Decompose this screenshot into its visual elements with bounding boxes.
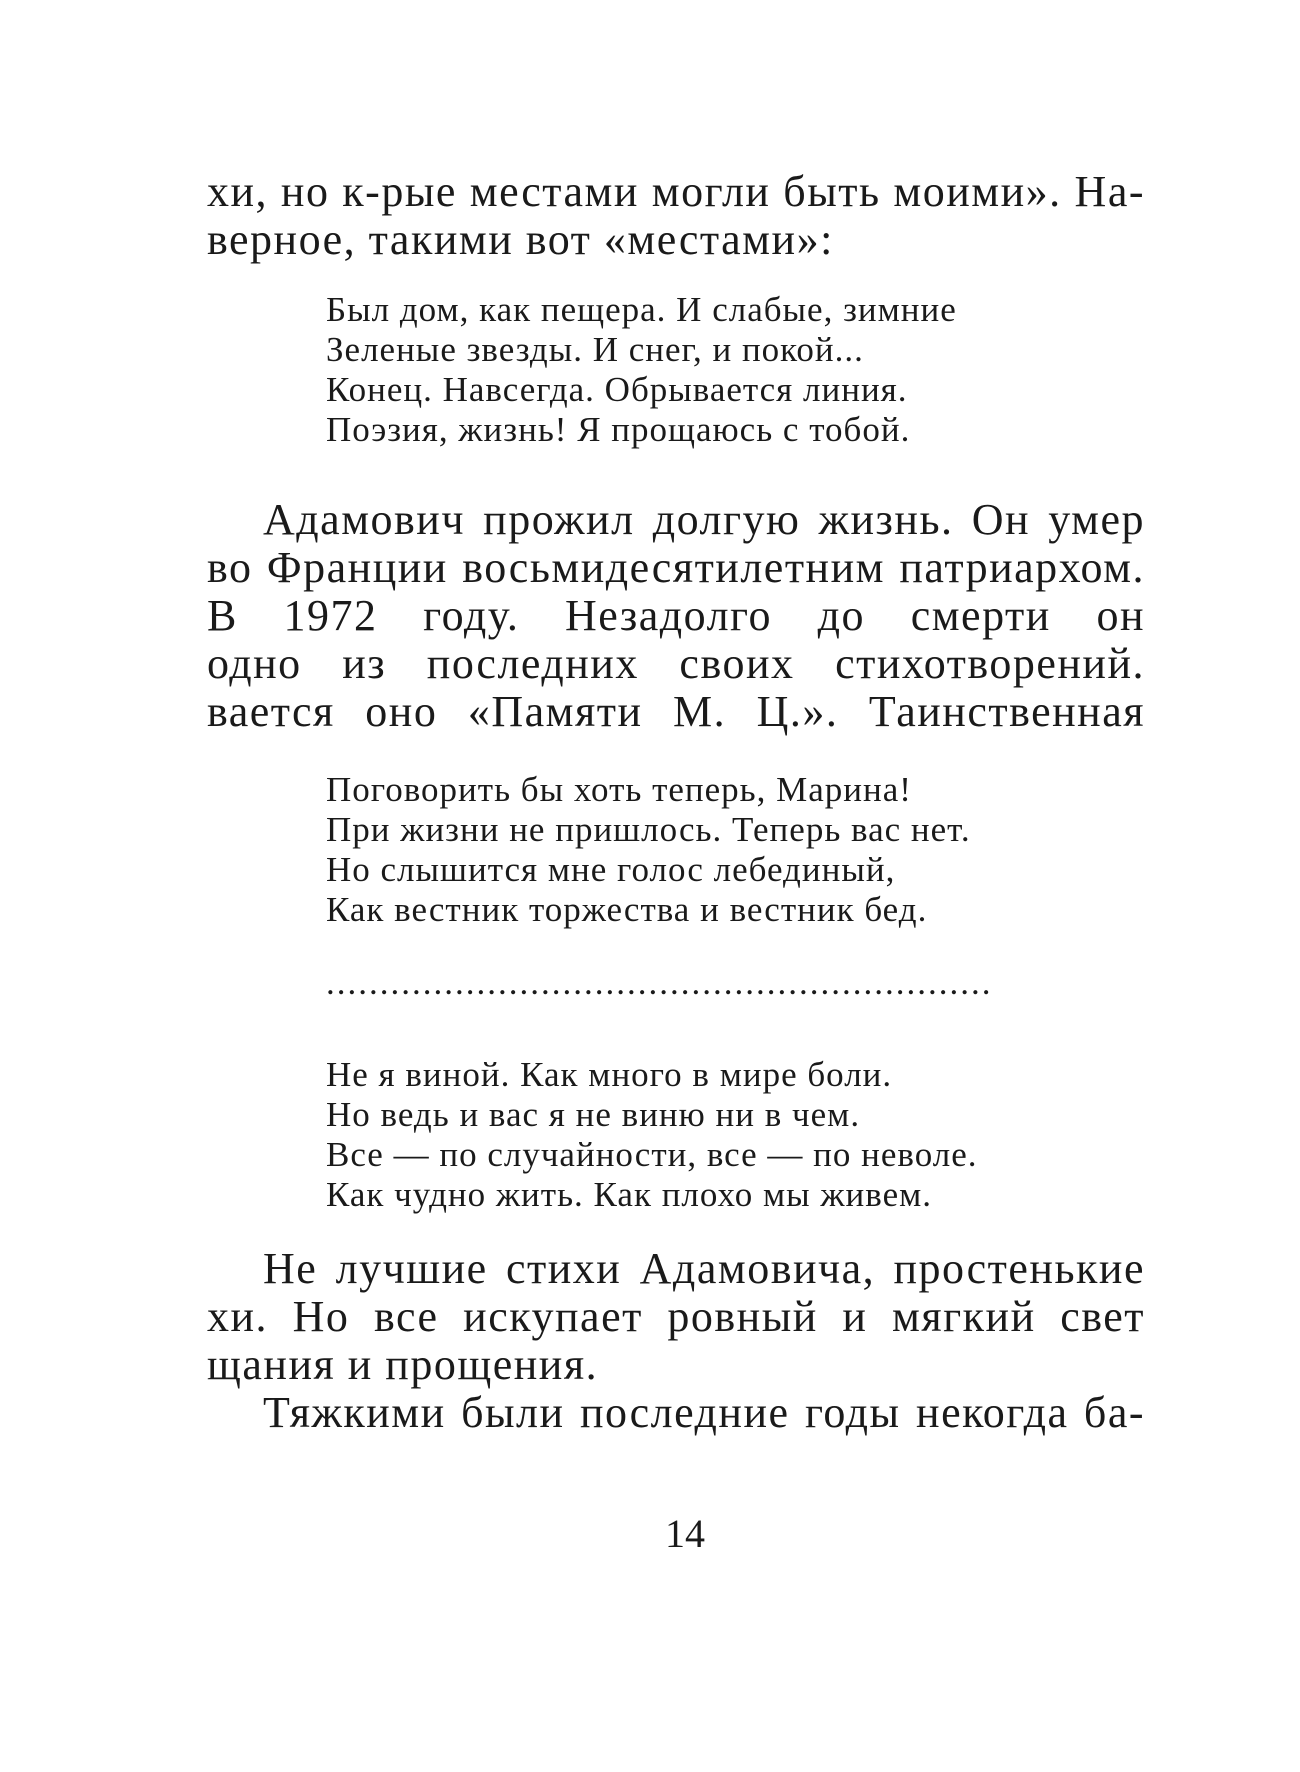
text-line: Адамович прожил долгую жизнь. Он умер — [263, 496, 1145, 544]
text-line: одно из последних своих стихотворений. — [207, 640, 1145, 688]
poem-verse: Все — по случайности, все — по неволе. — [326, 1135, 978, 1174]
poem-quote-1 — [326, 290, 1086, 450]
poem-verse: Конец. Навсегда. Обрывается линия. — [326, 370, 908, 409]
text-line: хи, но к-рые местами могли быть моими». На- — [207, 168, 1145, 216]
paragraph-closing — [207, 1245, 1145, 1437]
paragraph-adamovich — [207, 496, 1145, 736]
poem-quote-2 — [326, 770, 1086, 930]
poem-verse: Но ведь и вас я не виню ни в чем. — [326, 1095, 861, 1134]
text-line: Тяжкими были последние годы некогда ба- — [263, 1389, 1145, 1437]
poem-verse: Как чудно жить. Как плохо мы живем. — [326, 1175, 933, 1214]
poem-verse: Поговорить бы хоть теперь, Марина! — [326, 770, 912, 809]
poem-verse: Был дом, как пещера. И слабые, зимние — [326, 290, 957, 329]
poem-verse: Но слышится мне голос лебединый, — [326, 850, 896, 889]
omission-separator: .............................................................. — [326, 963, 993, 1002]
poem-verse: Не я виной. Как много в мире боли. — [326, 1055, 893, 1094]
paragraph-continuation — [207, 168, 1145, 264]
text-line: вается оно «Памяти М. Ц.». Таинственная — [207, 688, 1145, 736]
text-line: хи. Но все искупает ровный и мягкий свет — [207, 1293, 1145, 1341]
text-line: верное, такими вот «местами»: — [207, 215, 834, 264]
text-line: щания и прощения. — [207, 1340, 599, 1389]
text-line: во Франции восьмидесятилетним патриархом. — [207, 544, 1145, 592]
text-line: Не лучшие стихи Адамовича, простенькие — [263, 1245, 1145, 1293]
poem-verse: Поэзия, жизнь! Я прощаюсь с тобой. — [326, 410, 911, 449]
page-number: 14 — [665, 1511, 705, 1556]
poem-verse: При жизни не пришлось. Теперь вас нет. — [326, 810, 971, 849]
poem-verse: Как вестник торжества и вестник бед. — [326, 890, 928, 929]
poem-verse: Зеленые звезды. И снег, и покой... — [326, 330, 864, 369]
poem-quote-3 — [326, 1055, 1086, 1215]
text-line: В 1972 году. Незадолго до смерти он — [207, 592, 1145, 640]
